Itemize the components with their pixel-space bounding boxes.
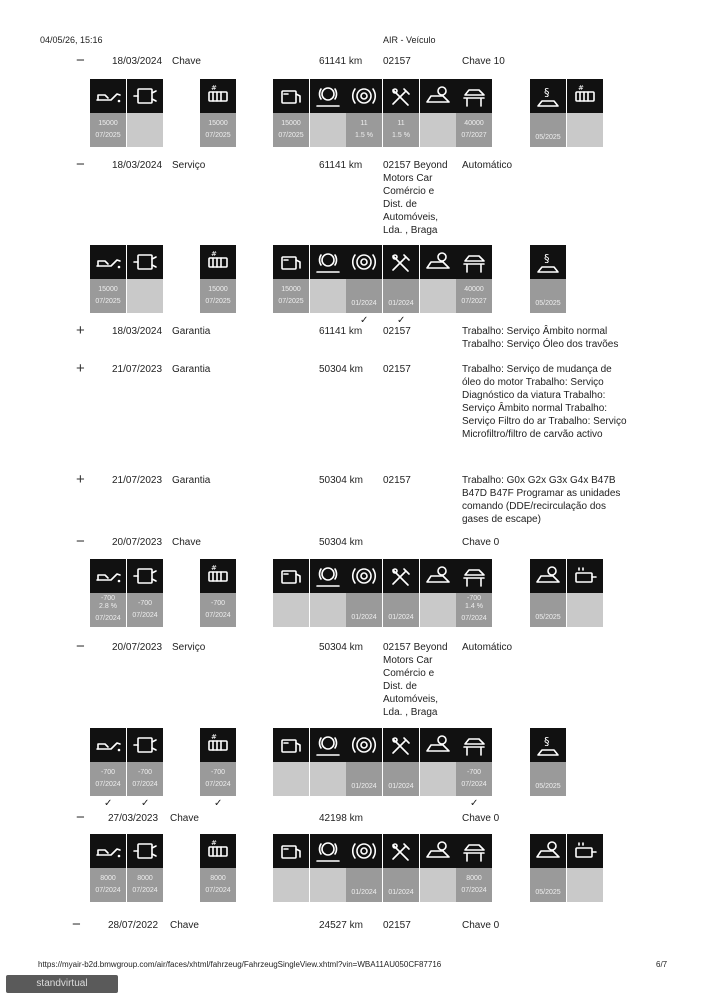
- service-tile: [90, 79, 126, 147]
- svg-text:#: #: [211, 250, 217, 258]
- microfilter-icon: [200, 728, 236, 762]
- service-tile: [200, 728, 236, 796]
- tile-status: [310, 113, 346, 147]
- page-title: AIR - Veículo: [383, 35, 436, 45]
- service-tile: [456, 79, 492, 147]
- tile-value: 05/2025: [535, 889, 561, 896]
- rear-brake-icon: [530, 559, 566, 593]
- tile-status: [200, 868, 236, 902]
- check-mark: ✓: [104, 798, 113, 809]
- service-tile: [530, 245, 566, 313]
- record-km: 61141 km: [319, 160, 363, 171]
- tile-value: 15000: [281, 120, 301, 127]
- service-tile: [90, 834, 126, 902]
- tile-status: [310, 593, 346, 627]
- exhaust-icon: [567, 834, 603, 868]
- tile-status: [127, 868, 163, 902]
- record-note: Chave 0: [462, 813, 500, 824]
- brake-fluid-icon: [127, 728, 163, 762]
- tile-value: 01/2024: [351, 783, 377, 790]
- tile-value: 01/2024: [388, 783, 414, 790]
- vehicle-check-icon: [456, 728, 492, 762]
- service-tile: [456, 245, 492, 313]
- service-tile: [200, 559, 236, 627]
- front-brake-icon: [310, 728, 346, 762]
- vehicle-check-icon: [456, 79, 492, 113]
- record-row: [0, 533, 710, 552]
- service-tile: [346, 559, 382, 627]
- print-timestamp: 04/05/26, 15:16: [40, 35, 103, 45]
- tile-status: [200, 113, 236, 147]
- inspection-section-icon: [530, 245, 566, 279]
- service-tile: [310, 559, 346, 627]
- brake-fluid-icon: [127, 79, 163, 113]
- svg-text:§: §: [544, 735, 550, 748]
- tile-status: [530, 762, 566, 796]
- svg-text:#: #: [211, 733, 217, 741]
- service-tile: [127, 245, 163, 313]
- tile-status: [530, 279, 566, 313]
- tile-status: [127, 113, 163, 147]
- service-tile: [273, 79, 309, 147]
- record-row: [0, 471, 710, 529]
- tile-value: 11: [397, 120, 405, 127]
- record-dealer: 02157: [383, 364, 411, 375]
- service-tile: [530, 79, 566, 147]
- tile-value: 1.5 %: [355, 132, 373, 139]
- service-tile: [127, 79, 163, 147]
- service-tile: [420, 728, 456, 796]
- tile-value: 07/2024: [95, 781, 121, 788]
- rear-brake-icon: [420, 834, 456, 868]
- service-tile: [346, 79, 382, 147]
- tile-status: [383, 279, 419, 313]
- collapse-toggle[interactable]: −: [76, 638, 85, 655]
- tile-value: 07/2027: [461, 132, 487, 139]
- tile-status: [200, 762, 236, 796]
- microfilter-icon: [200, 245, 236, 279]
- tile-value: 01/2024: [351, 614, 377, 621]
- rear-brake-icon: [530, 834, 566, 868]
- front-brake-icon: [310, 559, 346, 593]
- wrench-service-icon: [383, 728, 419, 762]
- oil-can-icon: [90, 728, 126, 762]
- record-type: Serviço: [172, 642, 206, 653]
- record-note: Automático: [462, 160, 513, 171]
- tile-status: [346, 762, 382, 796]
- tile-status: [310, 868, 346, 902]
- tile-value: 07/2024: [205, 887, 231, 894]
- tile-status: [90, 279, 126, 313]
- service-tile: [383, 834, 419, 902]
- tile-status: [90, 113, 126, 147]
- svg-text:#: #: [211, 84, 217, 92]
- service-tile: [420, 834, 456, 902]
- record-note: Automático: [462, 642, 513, 653]
- brake-fluid-icon: [127, 559, 163, 593]
- tile-status: [456, 279, 492, 313]
- record-type: Chave: [170, 813, 199, 824]
- record-row: [0, 52, 710, 71]
- record-row: [0, 322, 710, 355]
- tile-value: 07/2025: [95, 132, 121, 139]
- record-type: Garantia: [172, 475, 211, 486]
- record-row: [0, 638, 710, 721]
- service-tile: [567, 559, 603, 627]
- check-mark: ✓: [214, 798, 223, 809]
- tile-status: [200, 279, 236, 313]
- inspection-section-icon: [530, 79, 566, 113]
- record-row: [0, 156, 710, 239]
- microfilter-icon: [200, 834, 236, 868]
- tile-value: 07/2025: [278, 132, 304, 139]
- tile-value: 07/2024: [461, 887, 487, 894]
- record-dealer: 02157 Beyond Motors Car Comércio e Dist. de Automóveis, Lda. , Braga: [383, 642, 448, 718]
- tile-status: [90, 762, 126, 796]
- fuel-filter-icon: [273, 245, 309, 279]
- record-row: [0, 916, 710, 935]
- tile-value: 07/2024: [132, 887, 158, 894]
- tile-status: [383, 113, 419, 147]
- tile-value: 07/2024: [132, 781, 158, 788]
- front-brake-icon: [310, 79, 346, 113]
- service-tile: [346, 728, 382, 796]
- collapse-toggle[interactable]: −: [76, 809, 85, 826]
- record-km: 50304 km: [319, 537, 363, 548]
- tile-status: [346, 593, 382, 627]
- tile-value: -700: [210, 769, 225, 776]
- svg-text:§: §: [544, 252, 550, 265]
- service-tile: [383, 728, 419, 796]
- tile-status: [420, 279, 456, 313]
- fuel-filter-icon: [273, 79, 309, 113]
- rear-brake-icon: [420, 728, 456, 762]
- tile-value: 15000: [208, 286, 228, 293]
- service-tile: [420, 245, 456, 313]
- record-dealer: 02157: [383, 920, 411, 931]
- collapse-toggle[interactable]: −: [76, 533, 85, 550]
- record-note: Chave 0: [462, 537, 500, 548]
- service-tile: [127, 559, 163, 627]
- tile-status: [420, 868, 456, 902]
- record-date: 27/03/2023: [108, 813, 159, 824]
- tile-status: [346, 279, 382, 313]
- tile-status: [530, 113, 566, 147]
- service-tile: [310, 834, 346, 902]
- brake-fluid-icon: [127, 245, 163, 279]
- service-tile: [200, 245, 236, 313]
- record-km: 42198 km: [319, 813, 363, 824]
- fuel-filter-icon: [273, 728, 309, 762]
- tile-value: 05/2025: [535, 300, 561, 307]
- svg-text:§: §: [544, 86, 550, 99]
- service-tile: [273, 834, 309, 902]
- tile-status: [346, 113, 382, 147]
- brake-fluid-icon: [127, 834, 163, 868]
- record-date: 21/07/2023: [112, 364, 163, 375]
- tile-value: 05/2025: [535, 614, 561, 621]
- service-tile: [200, 79, 236, 147]
- tile-value: 07/2024: [205, 612, 231, 619]
- record-type: Garantia: [172, 326, 211, 337]
- record-type: Chave: [172, 56, 201, 67]
- tile-value: 1.4 %: [465, 603, 483, 610]
- service-tile: [383, 79, 419, 147]
- tile-value: 15000: [98, 120, 118, 127]
- tile-value: -700: [137, 769, 152, 776]
- tile-value: 07/2025: [205, 132, 231, 139]
- record-dealer: 02157 Beyond Motors Car Comércio e Dist. de Automóveis, Lda. , Braga: [383, 160, 448, 236]
- record-type: Garantia: [172, 364, 211, 375]
- record-note: Chave 10: [462, 56, 505, 67]
- service-tile: [383, 245, 419, 313]
- record-dealer: 02157: [383, 56, 411, 67]
- vehicle-check-icon: [456, 834, 492, 868]
- tile-value: -700: [137, 600, 152, 607]
- record-date: 20/07/2023: [112, 642, 163, 653]
- footer-url: https://myair-b2d.bmwgroup.com/air/faces/xhtml/fahrzeug/FahrzeugSingleView.xhtml?vin=WBA11AU050CF87716: [38, 960, 442, 969]
- service-tile: [273, 728, 309, 796]
- inspection-section-icon: [530, 728, 566, 762]
- brake-check-icon: [346, 559, 382, 593]
- fuel-filter-icon: [273, 834, 309, 868]
- service-tile: [310, 245, 346, 313]
- service-tile: [383, 559, 419, 627]
- oil-can-icon: [90, 79, 126, 113]
- service-tile: [90, 245, 126, 313]
- tile-status: [90, 868, 126, 902]
- tile-status: [456, 762, 492, 796]
- tile-value: 01/2024: [351, 889, 377, 896]
- tile-value: 05/2025: [535, 783, 561, 790]
- tile-status: [420, 113, 456, 147]
- check-mark: ✓: [360, 315, 369, 326]
- brake-check-icon: [346, 245, 382, 279]
- tile-status: [530, 593, 566, 627]
- record-type: Chave: [170, 920, 199, 931]
- service-tile: [420, 79, 456, 147]
- record-km: 61141 km: [319, 326, 363, 337]
- tile-value: 8000: [100, 875, 116, 882]
- service-tile: [90, 728, 126, 796]
- front-brake-icon: [310, 834, 346, 868]
- tile-status: [273, 279, 309, 313]
- tile-value: 07/2025: [205, 298, 231, 305]
- tile-value: -700: [100, 769, 115, 776]
- record-km: 61141 km: [319, 56, 363, 67]
- tile-value: 40000: [464, 120, 484, 127]
- tile-status: [420, 593, 456, 627]
- tile-value: 01/2024: [388, 889, 414, 896]
- service-tile: [127, 834, 163, 902]
- tile-value: -700: [466, 769, 481, 776]
- service-tile: [346, 834, 382, 902]
- vehicle-check-icon: [456, 245, 492, 279]
- tile-status: [127, 593, 163, 627]
- wrench-service-icon: [383, 245, 419, 279]
- record-row: [0, 809, 710, 828]
- service-tile: [420, 559, 456, 627]
- tile-value: 11: [360, 120, 368, 127]
- record-date: 18/03/2024: [112, 160, 163, 171]
- tile-value: 40000: [464, 286, 484, 293]
- tile-status: [383, 868, 419, 902]
- record-dealer: 02157: [383, 475, 411, 486]
- service-tile: [310, 79, 346, 147]
- service-tile: [346, 245, 382, 313]
- tile-status: [420, 762, 456, 796]
- tile-value: -700: [100, 595, 115, 602]
- tile-value: 01/2024: [388, 300, 414, 307]
- brake-check-icon: [346, 834, 382, 868]
- service-tile: [200, 834, 236, 902]
- record-km: 50304 km: [319, 475, 363, 486]
- tile-value: 07/2024: [461, 615, 487, 622]
- collapse-toggle[interactable]: −: [72, 916, 81, 933]
- front-brake-icon: [310, 245, 346, 279]
- service-tile: [530, 728, 566, 796]
- tile-status: [127, 279, 163, 313]
- tile-value: 01/2024: [388, 614, 414, 621]
- service-tile: [273, 245, 309, 313]
- record-note: Trabalho: G0x G2x G3x G4x B47B B47D B47F Programar as unidades comando (DDE/recirculação dos gases de escape): [462, 475, 621, 525]
- tile-value: 07/2024: [95, 887, 121, 894]
- vehicle-check-icon: [456, 559, 492, 593]
- wrench-service-icon: [383, 834, 419, 868]
- wrench-service-icon: [383, 79, 419, 113]
- tile-status: [456, 593, 492, 627]
- tile-value: 8000: [210, 875, 226, 882]
- tile-value: 1.5 %: [392, 132, 410, 139]
- brake-check-icon: [346, 79, 382, 113]
- tile-status: [456, 868, 492, 902]
- tile-status: [273, 868, 309, 902]
- record-date: 18/03/2024: [112, 56, 163, 67]
- record-date: 21/07/2023: [112, 475, 163, 486]
- page-number: 6/7: [656, 960, 668, 969]
- tile-value: 2.8 %: [99, 603, 117, 610]
- tile-value: 15000: [208, 120, 228, 127]
- rear-brake-icon: [420, 79, 456, 113]
- expand-toggle[interactable]: +: [76, 322, 85, 339]
- tile-value: 8000: [466, 875, 482, 882]
- tile-status: [200, 593, 236, 627]
- tile-status: [530, 868, 566, 902]
- wrench-service-icon: [383, 559, 419, 593]
- record-type: Serviço: [172, 160, 206, 171]
- record-dealer: 02157: [383, 326, 411, 337]
- record-type: Chave: [172, 537, 201, 548]
- tile-value: -700: [210, 600, 225, 607]
- microfilter-icon: [567, 79, 603, 113]
- collapse-toggle[interactable]: −: [76, 52, 85, 69]
- microfilter-icon: [200, 79, 236, 113]
- service-tile: [456, 559, 492, 627]
- record-note: Chave 0: [462, 920, 500, 931]
- fuel-filter-icon: [273, 559, 309, 593]
- record-km: 50304 km: [319, 364, 363, 375]
- tile-value: 07/2024: [461, 781, 487, 788]
- tile-status: [310, 762, 346, 796]
- service-tile: [90, 559, 126, 627]
- tile-status: [567, 593, 603, 627]
- service-tile: [310, 728, 346, 796]
- expand-toggle[interactable]: +: [76, 360, 85, 377]
- tile-value: 07/2024: [95, 615, 121, 622]
- tile-value: 05/2025: [535, 134, 561, 141]
- collapse-toggle[interactable]: −: [76, 156, 85, 173]
- tile-value: 8000: [137, 875, 153, 882]
- brake-check-icon: [346, 728, 382, 762]
- service-tile: [530, 834, 566, 902]
- service-tile: [456, 834, 492, 902]
- service-tile: [127, 728, 163, 796]
- check-mark: ✓: [397, 315, 406, 326]
- tile-value: -700: [466, 595, 481, 602]
- svg-text:#: #: [578, 84, 584, 92]
- record-row: [0, 360, 710, 463]
- tile-value: 07/2024: [205, 781, 231, 788]
- record-date: 20/07/2023: [112, 537, 163, 548]
- tile-status: [273, 762, 309, 796]
- tile-status: [456, 113, 492, 147]
- check-mark: ✓: [470, 798, 479, 809]
- oil-can-icon: [90, 559, 126, 593]
- record-date: 18/03/2024: [112, 326, 163, 337]
- tile-value: 01/2024: [351, 300, 377, 307]
- service-tile: [567, 834, 603, 902]
- svg-text:#: #: [211, 839, 217, 847]
- service-tile: [530, 559, 566, 627]
- service-tile: [456, 728, 492, 796]
- tile-status: [346, 868, 382, 902]
- watermark-logo: standvirtual: [6, 975, 118, 993]
- tile-status: [90, 593, 126, 627]
- tile-value: 07/2027: [461, 298, 487, 305]
- microfilter-icon: [200, 559, 236, 593]
- service-tile: [273, 559, 309, 627]
- tile-value: 07/2024: [132, 612, 158, 619]
- tile-value: 15000: [98, 286, 118, 293]
- record-km: 50304 km: [319, 642, 363, 653]
- expand-toggle[interactable]: +: [76, 471, 85, 488]
- tile-value: 07/2025: [278, 298, 304, 305]
- rear-brake-icon: [420, 245, 456, 279]
- rear-brake-icon: [420, 559, 456, 593]
- tile-value: 15000: [281, 286, 301, 293]
- oil-can-icon: [90, 834, 126, 868]
- record-note: Trabalho: Serviço de mudança de óleo do motor Trabalho: Serviço Diagnóstico da viatura Trabalho: Serviço Âmbito normal Trabalho: Serviço Filtro do ar Trabalho: Serviço Microfiltro/filtro de carvão activo: [462, 364, 627, 440]
- record-note: Trabalho: Serviço Âmbito normal Trabalho: Serviço Óleo dos travões: [462, 326, 619, 350]
- service-tile: [567, 79, 603, 147]
- tile-status: [273, 113, 309, 147]
- tile-status: [567, 113, 603, 147]
- check-mark: ✓: [141, 798, 150, 809]
- record-date: 28/07/2022: [108, 920, 159, 931]
- exhaust-icon: [567, 559, 603, 593]
- record-km: 24527 km: [319, 920, 363, 931]
- tile-status: [127, 762, 163, 796]
- tile-status: [273, 593, 309, 627]
- tile-status: [383, 593, 419, 627]
- tile-value: 07/2025: [95, 298, 121, 305]
- tile-status: [383, 762, 419, 796]
- tile-status: [567, 868, 603, 902]
- oil-can-icon: [90, 245, 126, 279]
- tile-status: [310, 279, 346, 313]
- svg-text:#: #: [211, 564, 217, 572]
